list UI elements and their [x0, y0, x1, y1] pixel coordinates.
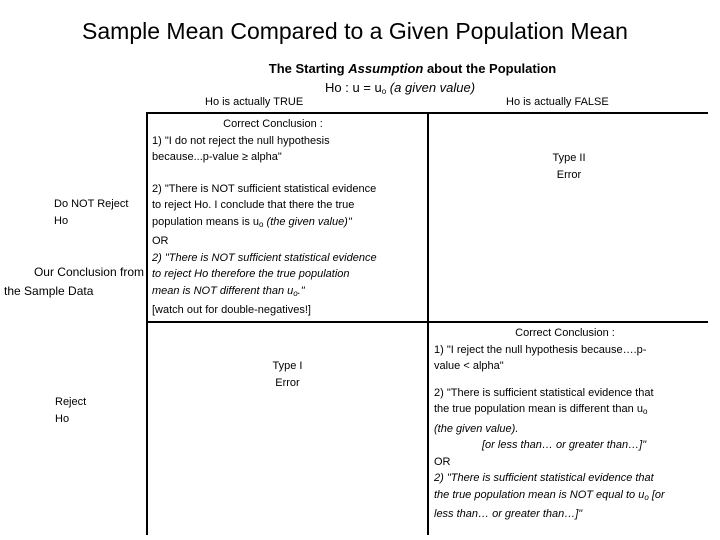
conclusion-line-italic: (the given value)": [263, 215, 352, 228]
conclusion-line: 2) "There is NOT sufficient statistical evidence: [152, 251, 377, 264]
conclusion-line: (the given value).: [434, 422, 519, 435]
row-label-do-not-reject-line1: Do NOT Reject: [54, 198, 129, 210]
conclusion-line: less than… or greater than…]": [434, 508, 583, 520]
row-label-reject: [55, 394, 86, 428]
conclusion-line: 1) "I reject the null hypothesis because….p-: [434, 343, 647, 356]
row-label-reject-line1: Reject: [55, 396, 87, 408]
conclusion-line-text: population means is u: [152, 215, 260, 228]
conclusion-line: to reject Ho therefore the true population: [152, 268, 350, 280]
conclusion-line-text: the true population mean is different than u: [434, 403, 643, 415]
conclusion-line-text: mean is NOT different than u: [152, 284, 294, 297]
row-label-do-not-reject: [54, 196, 128, 230]
column-header-ho-false: Ho is actually FALSE: [506, 96, 609, 108]
conclusion-or: OR: [434, 455, 451, 468]
slide-title: Sample Mean Compared to a Given Population Mean: [82, 18, 628, 44]
conclusion-or: OR: [152, 235, 169, 247]
subscript: o: [644, 492, 649, 502]
row-axis-heading-line1: Our Conclusion from: [33, 265, 144, 279]
row-axis-heading-line2: the Sample Data: [4, 284, 94, 298]
conclusion-line: to reject Ho. I conclude that there the true: [152, 199, 355, 211]
conclusion-line: value < alpha": [434, 360, 504, 372]
grid-left-border: [146, 112, 148, 535]
type-ii-error-line2: Error: [556, 168, 582, 181]
null-hypothesis-prefix: Ho : u = u: [325, 80, 382, 95]
type-i-error-line2: Error: [275, 376, 300, 389]
row-label-reject-line2: Ho: [55, 413, 70, 425]
conclusion-line: 2) "There is NOT sufficient statistical evidence: [152, 182, 377, 195]
cell-reject-ho-true: [148, 358, 427, 391]
cell-reject-ho-false: [434, 325, 706, 523]
assumption-heading-suffix: about the Population: [423, 61, 557, 76]
conclusion-line: [434, 487, 706, 507]
correct-conclusion-heading: Correct Conclusion :: [515, 327, 615, 339]
null-hypothesis-italic: (a given value): [386, 80, 476, 95]
correct-conclusion-heading: Correct Conclusion :: [223, 118, 323, 130]
conclusion-line: [or less than… or greater than…]": [482, 439, 647, 451]
conclusion-line-text: .": [297, 284, 305, 297]
row-label-do-not-reject-line2: Ho: [54, 215, 69, 227]
column-header-ho-true: Ho is actually TRUE: [205, 96, 304, 108]
cell-not-reject-ho-true: [152, 116, 424, 319]
conclusion-line: 1) "I do not reject the null hypothesis: [152, 134, 330, 147]
conclusion-line-text: [or: [648, 488, 665, 501]
conclusion-line-text: the true population mean is NOT equal to u: [434, 488, 645, 501]
conclusion-line: 2) "There is sufficient statistical evidence that: [434, 386, 654, 399]
assumption-heading-italic: Assumption: [348, 61, 424, 76]
null-hypothesis: [325, 80, 475, 100]
type-ii-error-line1: Type II: [552, 152, 586, 164]
conclusion-line: [152, 214, 424, 234]
conclusion-line: [152, 283, 424, 303]
type-i-error-line1: Type I: [272, 360, 303, 372]
subscript: o: [259, 219, 264, 229]
cell-not-reject-ho-false: [430, 150, 708, 183]
conclusion-line: [434, 401, 706, 421]
null-hypothesis-subscript: o: [381, 87, 387, 96]
double-negative-note: [watch out for double-negatives!]: [152, 304, 311, 316]
subscript: o: [293, 288, 298, 298]
grid-center-divider: [427, 112, 429, 535]
conclusion-line: because...p-value ≥ alpha": [152, 151, 282, 163]
row-axis-heading: [4, 263, 144, 301]
assumption-heading-prefix: The Starting: [268, 61, 349, 76]
conclusion-line: 2) "There is sufficient statistical evidence that: [434, 472, 654, 484]
subscript: o: [642, 407, 648, 416]
assumption-heading: [180, 60, 645, 77]
